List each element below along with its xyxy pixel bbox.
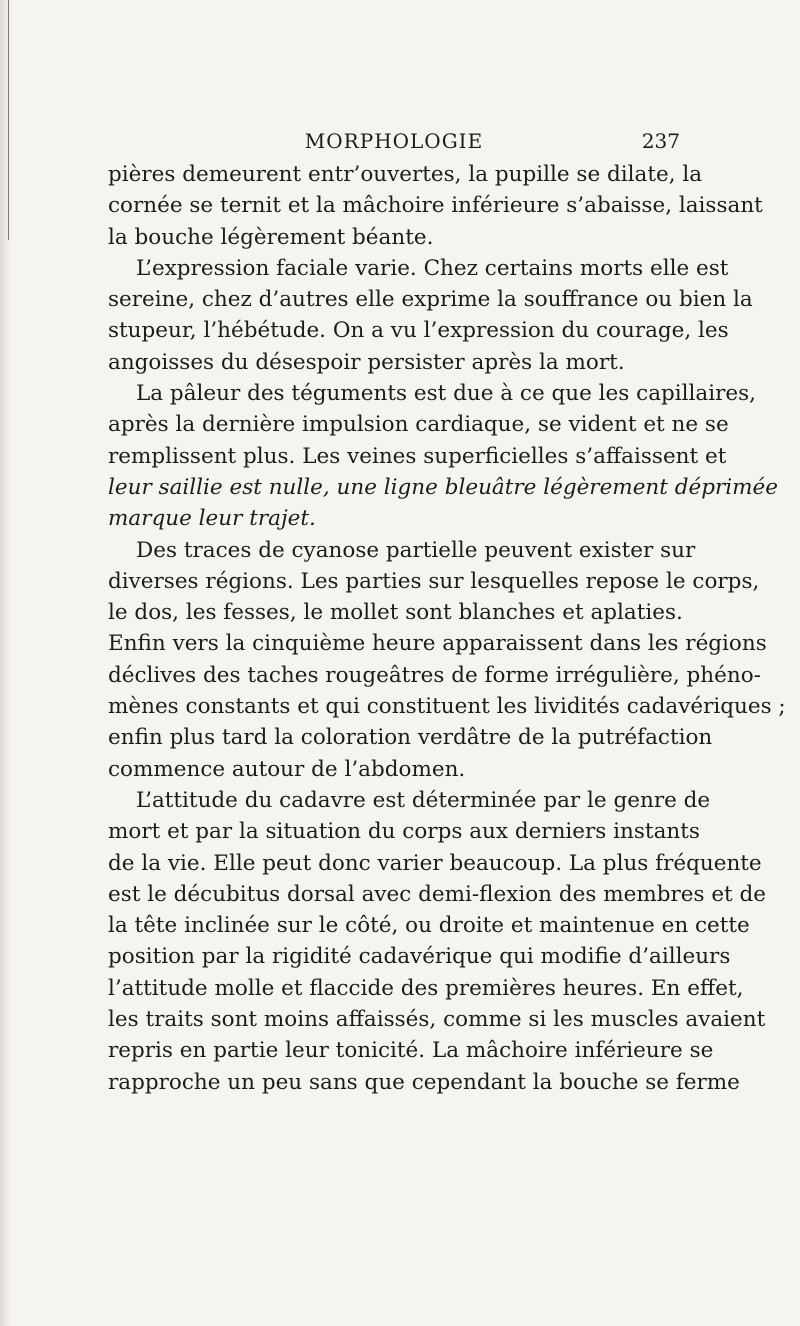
text-line: est le décubitus dorsal avec demi-flexion des membres et de	[108, 881, 767, 907]
text-line: diverses régions. Les parties sur lesquelles repose le corps,	[108, 568, 760, 594]
text-line: Enfin vers la cinquième heure apparaissent dans les régions	[108, 631, 767, 657]
text-line: mènes constants et qui constituent les lividités cadavériques ;	[108, 694, 786, 720]
text-line: la tête inclinée sur le côté, ou droite et maintenue en cette	[108, 913, 750, 939]
page-number: 237	[641, 129, 680, 153]
text-line: l’attitude molle et flaccide des premières heures. En effet,	[108, 975, 744, 1001]
text-line: mort et par la situation du corps aux derniers instants	[108, 819, 700, 845]
text-line: déclives des taches rougeâtres de forme irrégulière, phéno-	[108, 662, 761, 688]
text-line: sereine, chez d’autres elle exprime la souffrance ou bien la	[108, 287, 753, 313]
running-head: MORPHOLOGIE	[304, 129, 484, 153]
text-line: enfin plus tard la coloration verdâtre de la putréfaction	[108, 725, 713, 751]
text-line: Des traces de cyanose partielle peuvent exister sur	[136, 537, 696, 563]
text-line: les traits sont moins affaissés, comme si les muscles avaient	[108, 1007, 766, 1033]
text-line: position par la rigidité cadavérique qui modifie d’ailleurs	[108, 944, 731, 970]
text-line: cornée se ternit et la mâchoire inférieure s’abaisse, laissant	[108, 193, 763, 219]
text-line: L’attitude du cadavre est déterminée par le genre de	[136, 787, 711, 813]
text-line: commence autour de l’abdomen.	[108, 756, 466, 782]
text-line: après la dernière impulsion cardiaque, se vident et ne se	[108, 412, 729, 438]
text-line: pières demeurent entr’ouvertes, la pupille se dilate, la	[108, 162, 703, 187]
page-header	[108, 126, 680, 156]
text-line	[108, 503, 680, 534]
text-line: stupeur, l’hébétude. On a vu l’expression du courage, les	[108, 318, 729, 344]
italic-text: marque leur trajet.	[108, 506, 316, 532]
text-line: La pâleur des téguments est due à ce que les capillaires,	[136, 381, 756, 407]
text-line: le dos, les fesses, le mollet sont blanches et aplaties.	[108, 600, 683, 626]
text-line: la bouche légèrement béante.	[108, 224, 434, 250]
binding-edge	[0, 0, 12, 1326]
text-line: rapproche un peu sans que cependant la bouche se ferme	[108, 1069, 740, 1095]
text-line: de la vie. Elle peut donc varier beaucoup. La plus fréquente	[108, 850, 762, 876]
text-line: L’expression faciale varie. Chez certains morts elle est	[136, 255, 729, 281]
text-line	[108, 472, 778, 503]
text-line: repris en partie leur tonicité. La mâchoire inférieure se	[108, 1038, 714, 1064]
text-line: remplissent plus. Les veines superficielles s’affaissent et	[108, 443, 727, 469]
body-text	[108, 159, 786, 1098]
text-line: angoisses du désespoir persister après la mort.	[108, 349, 625, 375]
italic-text: leur saillie est nulle, une ligne bleuâtre légèrement déprimée	[108, 474, 778, 500]
binding-line	[8, 0, 9, 240]
